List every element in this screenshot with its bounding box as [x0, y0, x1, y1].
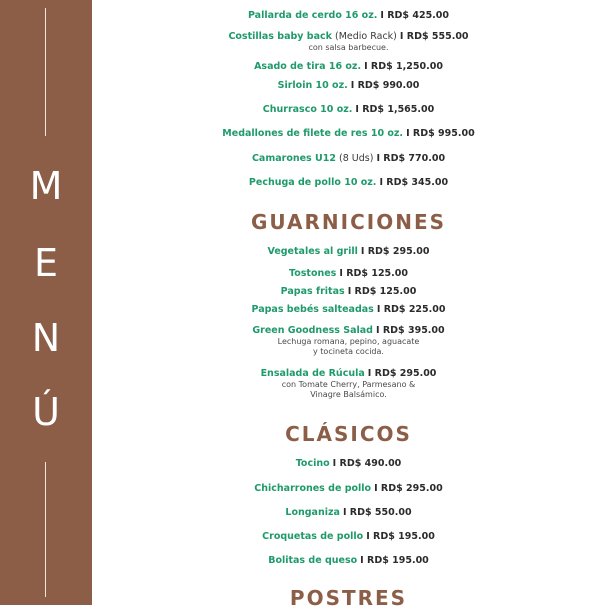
menu-item	[92, 555, 605, 567]
item-description: y tocineta cocida.	[313, 347, 384, 356]
item-price: I RD$ 770.00	[376, 153, 446, 164]
menu-item	[92, 268, 605, 280]
sidebar-bottom-divider	[45, 462, 46, 597]
item-name: Tocino	[295, 458, 330, 469]
item-price: I RD$ 555.00	[399, 31, 469, 42]
item-note: (Medio Rack)	[334, 31, 397, 42]
item-name: Pechuga de pollo 10 oz.	[248, 177, 377, 188]
menu-item	[92, 80, 605, 92]
menu-item	[92, 304, 605, 316]
item-price: I RD$ 125.00	[339, 268, 408, 279]
item-price: I RD$ 990.00	[350, 80, 420, 91]
item-price: I RD$ 125.00	[347, 286, 417, 297]
menu-item	[92, 31, 605, 53]
item-price: I RD$ 395.00	[376, 325, 445, 336]
menu-item	[92, 177, 605, 189]
section-title-guarniciones: GUARNICIONES	[250, 210, 447, 234]
item-name: Asado de tira 16 oz.	[254, 61, 362, 72]
item-price: I RD$ 1,250.00	[364, 61, 443, 72]
item-price: I RD$ 295.00	[367, 368, 437, 379]
item-name: Papas fritas	[280, 286, 345, 297]
item-name: Churrasco 10 oz.	[262, 104, 353, 115]
item-price: I RD$ 490.00	[332, 458, 402, 469]
item-name: Green Goodness Salad	[252, 325, 373, 336]
item-name: Pallarda de cerdo 16 oz.	[247, 10, 378, 21]
section-title-clasicos: CLÁSICOS	[285, 422, 412, 446]
item-name: Costillas baby back	[228, 31, 332, 42]
sidebar-letter-e: E	[33, 241, 58, 285]
item-name: Medallones de filete de res 10 oz.	[222, 128, 404, 139]
item-name: Longaniza	[285, 507, 340, 518]
item-price: I RD$ 295.00	[360, 246, 430, 257]
menu-item	[92, 153, 605, 165]
item-description: Vinagre Balsámico.	[310, 390, 387, 399]
item-description: con Tomate Cherry, Parmesano &	[281, 380, 416, 389]
menu-content	[92, 0, 605, 610]
item-name: Tostones	[289, 268, 337, 279]
item-name: Camarones U12	[251, 153, 336, 164]
item-description: Lechuga romana, pepino, aguacate	[277, 337, 420, 346]
menu-item	[92, 368, 605, 400]
item-price: I RD$ 1,565.00	[355, 104, 435, 115]
menu-sidebar	[0, 0, 92, 605]
sidebar-letter-u: Ú	[32, 390, 60, 434]
menu-item	[92, 458, 605, 470]
menu-item	[92, 104, 605, 116]
item-note: (8 Uds)	[338, 153, 374, 164]
item-name: Papas bebés salteadas	[251, 304, 374, 315]
menu-item	[92, 325, 605, 357]
section-title-postres: POSTRES	[289, 586, 408, 610]
item-name: Croquetas de pollo	[262, 531, 364, 542]
menu-item	[92, 531, 605, 543]
menu-item	[92, 61, 605, 73]
item-price: I RD$ 295.00	[374, 483, 443, 494]
sidebar-top-divider	[45, 8, 46, 136]
menu-item	[92, 128, 605, 140]
menu-item	[92, 507, 605, 519]
item-name: Bolitas de queso	[268, 555, 358, 566]
item-price: I RD$ 550.00	[342, 507, 412, 518]
menu-item	[92, 483, 605, 495]
item-name: Chicharrones de pollo	[254, 483, 372, 494]
item-price: I RD$ 995.00	[406, 128, 475, 139]
item-name: Sirloin 10 oz.	[277, 80, 348, 91]
item-price: I RD$ 425.00	[380, 10, 450, 21]
menu-item	[92, 246, 605, 258]
item-description: con salsa barbecue.	[308, 43, 389, 52]
item-price: I RD$ 195.00	[366, 531, 435, 542]
menu-item	[92, 286, 605, 298]
sidebar-letter-n: N	[31, 316, 61, 360]
menu-item	[92, 10, 605, 22]
sidebar-letter-m: M	[29, 164, 63, 208]
item-price: I RD$ 225.00	[376, 304, 446, 315]
item-name: Vegetales al grill	[267, 246, 358, 257]
item-price: I RD$ 195.00	[360, 555, 429, 566]
item-price: I RD$ 345.00	[379, 177, 449, 188]
item-name: Ensalada de Rúcula	[260, 368, 365, 379]
